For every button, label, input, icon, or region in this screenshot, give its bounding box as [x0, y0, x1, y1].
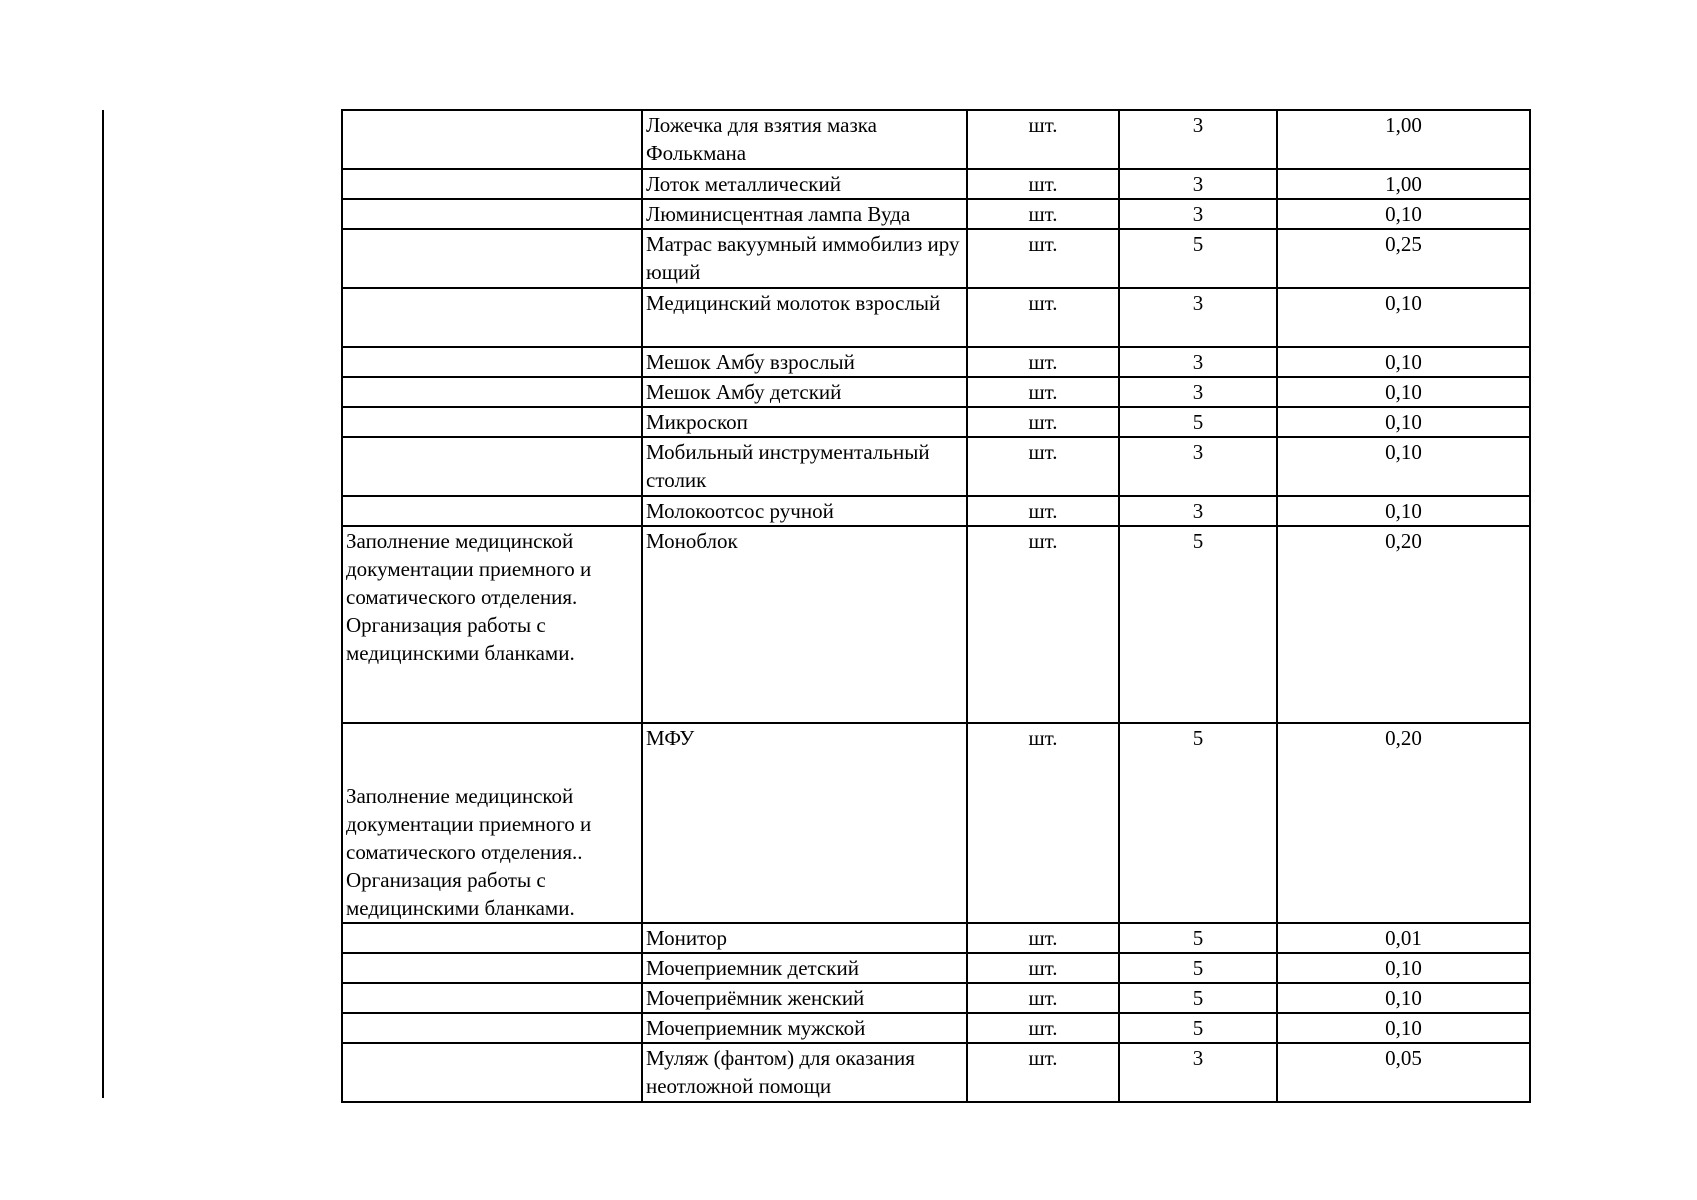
quantity-cell: 5	[1119, 1013, 1277, 1043]
item-name-cell: Микроскоп	[642, 407, 967, 437]
section-cell	[342, 169, 642, 199]
item-name-cell: МФУ	[642, 723, 967, 923]
unit-cell: шт.	[967, 347, 1119, 377]
item-name-cell: Мобильный инструментальный столик	[642, 437, 967, 496]
unit-cell: шт.	[967, 953, 1119, 983]
section-cell	[342, 953, 642, 983]
quantity-cell: 5	[1119, 526, 1277, 723]
item-name-cell: Моноблок	[642, 526, 967, 723]
section-cell	[342, 199, 642, 229]
count-cell: 0,10	[1277, 983, 1530, 1013]
quantity-cell: 5	[1119, 723, 1277, 923]
unit-cell: шт.	[967, 496, 1119, 526]
table-row	[342, 110, 1530, 169]
item-name-cell: Мочеприемник мужской	[642, 1013, 967, 1043]
item-name-cell: Мешок Амбу детский	[642, 377, 967, 407]
count-cell: 1,00	[1277, 110, 1530, 169]
unit-cell: шт.	[967, 723, 1119, 923]
section-cell	[342, 437, 642, 496]
table-row	[342, 1013, 1530, 1043]
item-name-cell: Мочеприемник детский	[642, 953, 967, 983]
count-cell: 0,10	[1277, 199, 1530, 229]
unit-cell: шт.	[967, 377, 1119, 407]
table-row	[342, 496, 1530, 526]
unit-cell: шт.	[967, 983, 1119, 1013]
table-row	[342, 169, 1530, 199]
table-row	[342, 199, 1530, 229]
item-name-cell: Монитор	[642, 923, 967, 953]
unit-cell: шт.	[967, 1013, 1119, 1043]
count-cell: 0,01	[1277, 923, 1530, 953]
item-name-cell: Люминисцентная лампа Вуда	[642, 199, 967, 229]
table-row	[342, 377, 1530, 407]
quantity-cell: 3	[1119, 169, 1277, 199]
count-cell: 0,25	[1277, 229, 1530, 288]
section-cell	[342, 496, 642, 526]
quantity-cell: 3	[1119, 347, 1277, 377]
unit-cell: шт.	[967, 288, 1119, 347]
section-cell	[342, 1043, 642, 1102]
count-cell: 0,10	[1277, 437, 1530, 496]
quantity-cell: 5	[1119, 407, 1277, 437]
table-row	[342, 723, 1530, 923]
table-row	[342, 288, 1530, 347]
section-cell	[342, 347, 642, 377]
section-cell	[342, 923, 642, 953]
table-row	[342, 526, 1530, 723]
unit-cell: шт.	[967, 437, 1119, 496]
unit-cell: шт.	[967, 407, 1119, 437]
section-cell	[342, 229, 642, 288]
unit-cell: шт.	[967, 110, 1119, 169]
quantity-cell: 5	[1119, 229, 1277, 288]
item-name-cell: Матрас вакуумный иммобилиз иру ющий	[642, 229, 967, 288]
quantity-cell: 3	[1119, 496, 1277, 526]
table-row	[342, 923, 1530, 953]
section-cell	[342, 407, 642, 437]
item-name-cell: Молокоотсос ручной	[642, 496, 967, 526]
quantity-cell: 3	[1119, 437, 1277, 496]
table-row	[342, 1043, 1530, 1102]
section-cell	[342, 110, 642, 169]
quantity-cell: 5	[1119, 983, 1277, 1013]
count-cell: 1,00	[1277, 169, 1530, 199]
count-cell: 0,10	[1277, 347, 1530, 377]
table-row	[342, 983, 1530, 1013]
unit-cell: шт.	[967, 169, 1119, 199]
section-cell	[342, 1013, 642, 1043]
quantity-cell: 3	[1119, 377, 1277, 407]
section-cell: Заполнение медицинской документации приемного и соматического отделения. Организация работы с медицинскими бланками.	[342, 526, 642, 723]
quantity-cell: 5	[1119, 953, 1277, 983]
count-cell: 0,10	[1277, 953, 1530, 983]
count-cell: 0,10	[1277, 1013, 1530, 1043]
table-row	[342, 953, 1530, 983]
count-cell: 0,10	[1277, 377, 1530, 407]
table-row	[342, 407, 1530, 437]
unit-cell: шт.	[967, 526, 1119, 723]
equipment-table	[341, 109, 1531, 1103]
unit-cell: шт.	[967, 199, 1119, 229]
item-name-cell: Медицинский молоток взрослый	[642, 288, 967, 347]
margin-line	[102, 110, 104, 1098]
count-cell: 0,05	[1277, 1043, 1530, 1102]
section-cell	[342, 288, 642, 347]
section-cell: Заполнение медицинской документации приемного и соматического отделения.. Организация работы с медицинскими бланками.	[342, 723, 642, 923]
count-cell: 0,20	[1277, 723, 1530, 923]
unit-cell: шт.	[967, 923, 1119, 953]
item-name-cell: Мочеприёмник женский	[642, 983, 967, 1013]
quantity-cell: 3	[1119, 1043, 1277, 1102]
section-cell	[342, 983, 642, 1013]
quantity-cell: 3	[1119, 199, 1277, 229]
count-cell: 0,10	[1277, 288, 1530, 347]
table-row	[342, 229, 1530, 288]
item-name-cell: Мешок Амбу взрослый	[642, 347, 967, 377]
item-name-cell: Муляж (фантом) для оказания неотложной помощи	[642, 1043, 967, 1102]
quantity-cell: 3	[1119, 288, 1277, 347]
item-name-cell: Лоток металлический	[642, 169, 967, 199]
section-cell	[342, 377, 642, 407]
item-name-cell: Ложечка для взятия мазка Фолькмана	[642, 110, 967, 169]
quantity-cell: 5	[1119, 923, 1277, 953]
unit-cell: шт.	[967, 1043, 1119, 1102]
unit-cell: шт.	[967, 229, 1119, 288]
quantity-cell: 3	[1119, 110, 1277, 169]
count-cell: 0,10	[1277, 496, 1530, 526]
count-cell: 0,10	[1277, 407, 1530, 437]
table-row	[342, 347, 1530, 377]
count-cell: 0,20	[1277, 526, 1530, 723]
table-row	[342, 437, 1530, 496]
